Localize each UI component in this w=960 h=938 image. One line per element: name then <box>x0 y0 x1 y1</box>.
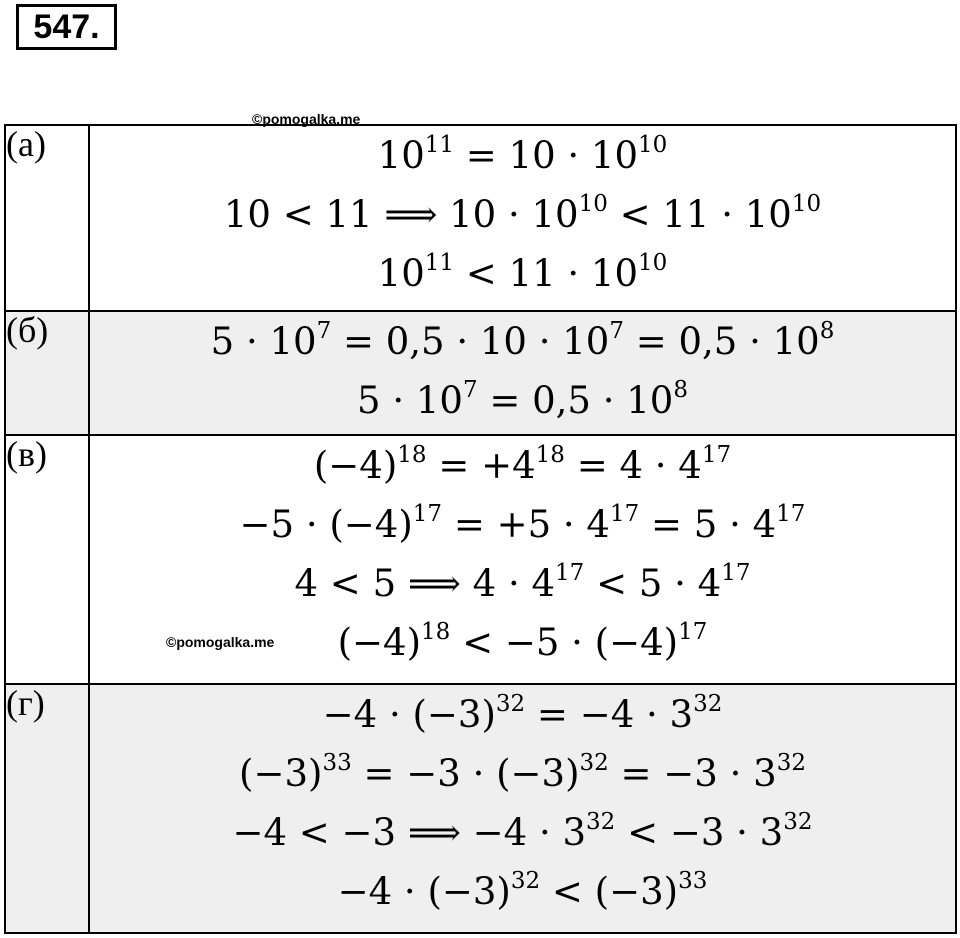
row-label: (б) <box>5 311 89 435</box>
problem-number: 547. <box>16 4 117 50</box>
equation: $-4 \cdot (-3)^{32} = -4 \cdot 3^{32}$ <box>322 691 723 736</box>
equation-cell <box>89 125 956 311</box>
equation-cell <box>89 684 956 933</box>
equation-cell <box>89 311 956 435</box>
row-label: (в) <box>5 435 89 684</box>
row-label: (а) <box>5 125 89 311</box>
row-label: (г) <box>5 684 89 933</box>
equation: $10^{11} = 10 \cdot 10^{10}$ <box>377 132 668 177</box>
equation: $10^{11} < 11 \cdot 10^{10}$ <box>377 250 668 295</box>
equation: $5 \cdot 10^7 = 0,5 \cdot 10^8$ <box>357 377 688 422</box>
equation: −4 < −3 ⟹ $-4 \cdot 3^{32} < -3 \cdot 3^{32}$ <box>232 809 813 854</box>
equation: 10 < 11 ⟹ $10 \cdot 10^{10} < 11 \cdot 10^{10}$ <box>223 191 822 236</box>
table-row <box>5 125 956 311</box>
equation: $(-4)^{18} = +4^{18} = 4 \cdot 4^{17}$ <box>313 442 732 487</box>
equation: $(-4)^{18} < -5 \cdot (-4)^{17}$ <box>337 619 708 664</box>
watermark: ©pomogalka.me <box>166 634 275 650</box>
equation: $-5 \cdot (-4)^{17} = +5 \cdot 4^{17} = 5 \cdot 4^{17}$ <box>239 501 806 546</box>
equation: 4 < 5 ⟹ $4 \cdot 4^{17} < 5 \cdot 4^{17}$ <box>294 560 751 605</box>
solution-table <box>4 124 957 934</box>
equation: $-4 \cdot (-3)^{32} < (-3)^{33}$ <box>337 868 708 913</box>
table-row <box>5 684 956 933</box>
equation: $(-3)^{33} = -3 \cdot (-3)^{32} = -3 \cdot 3^{32}$ <box>239 750 806 795</box>
watermark: ©pomogalka.me <box>252 111 361 127</box>
equation: $5 \cdot 10^7 = 0,5 \cdot 10 \cdot 10^7 = 0,5 \cdot 10^8$ <box>210 318 835 363</box>
table-row <box>5 311 956 435</box>
table-row <box>5 435 956 684</box>
